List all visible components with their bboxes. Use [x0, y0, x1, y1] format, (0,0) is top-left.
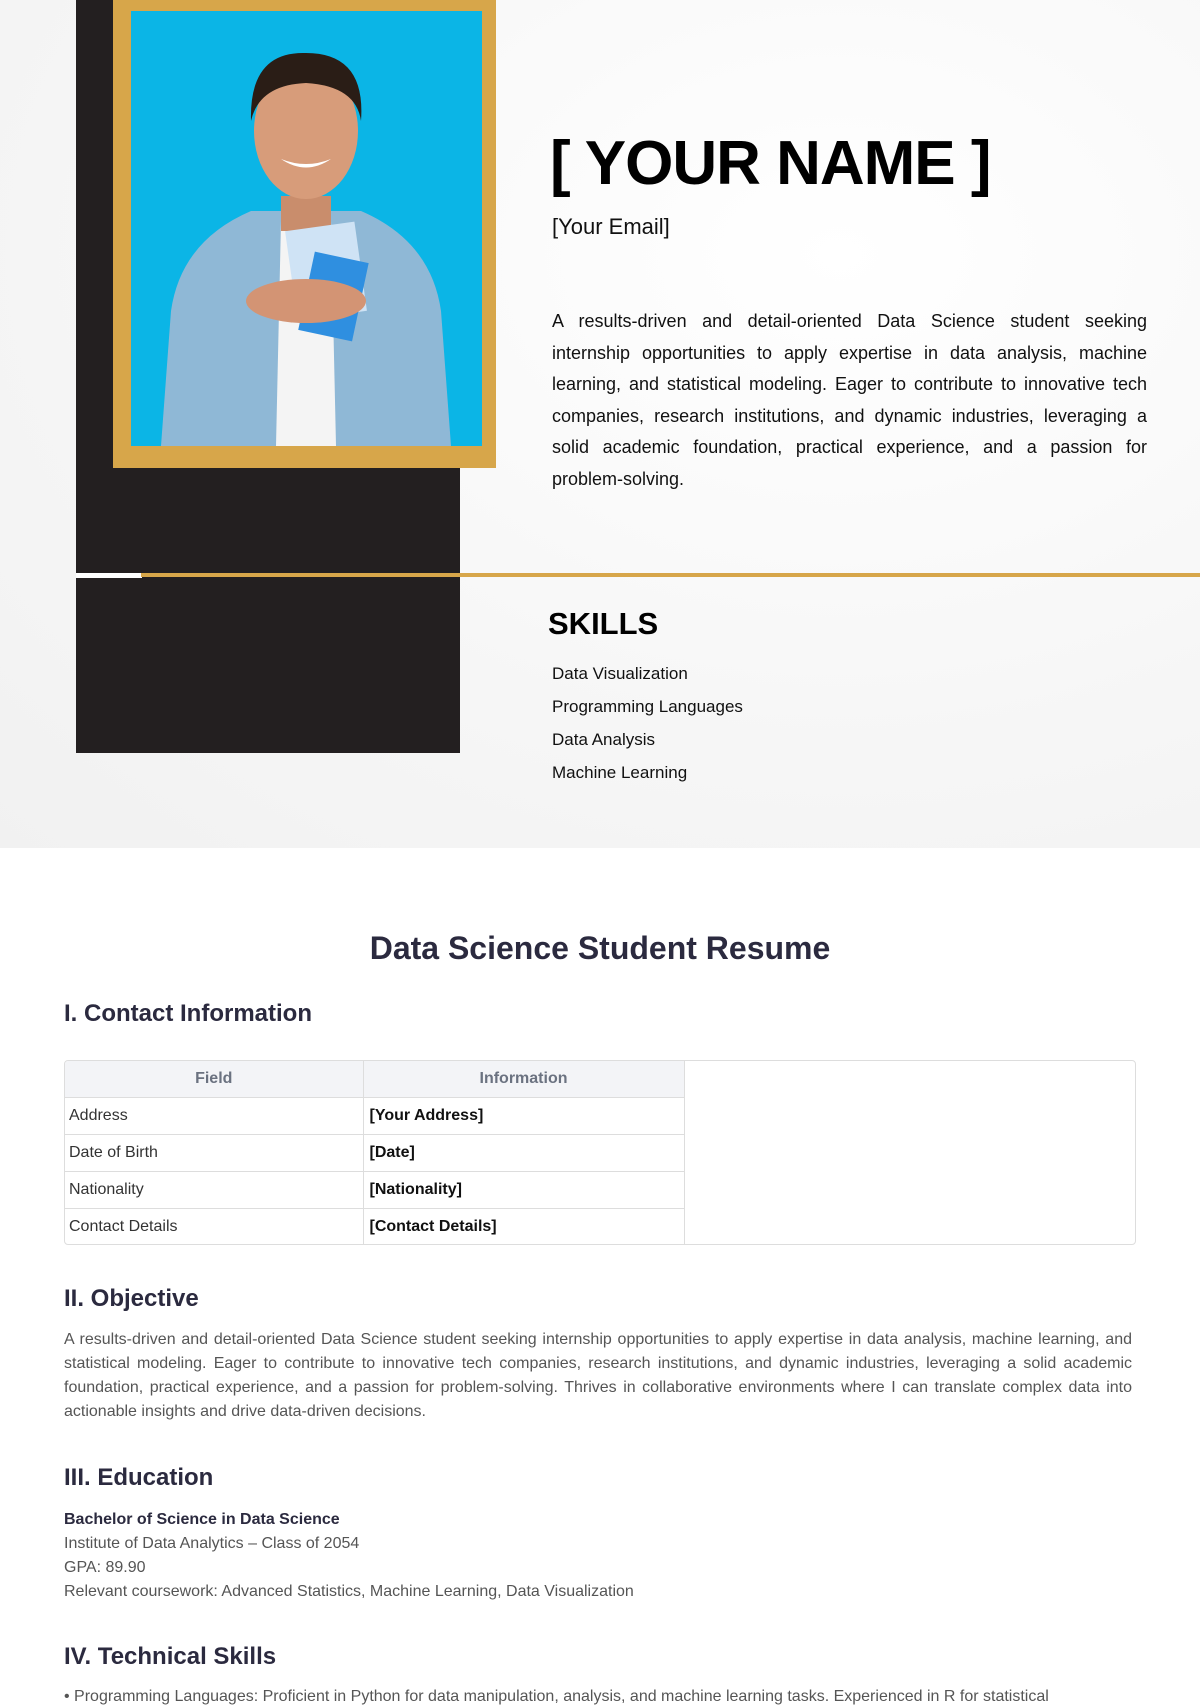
- table-row: [65, 1097, 684, 1134]
- skill-item: Data Visualization: [552, 664, 688, 683]
- skills-heading: SKILLS: [548, 606, 659, 641]
- field-cell: Address: [65, 1097, 363, 1134]
- objective-heading: II. Objective: [64, 1285, 199, 1312]
- contact-table: [64, 1060, 1136, 1245]
- column-header: Field: [65, 1061, 363, 1097]
- candidate-name: [ YOUR NAME ]: [550, 129, 991, 198]
- summary-text: A results-driven and detail-oriented Data Science student seeking internship opportunities to apply expertise in data analysis, machine learning, and statistical modeling. Eager to contribute to innovative tech companies, research institutions, and dynamic industries, leveraging a solid academic foundation, practical experience, and a passion for problem-solving.: [552, 311, 1147, 489]
- skills-list: [552, 664, 743, 796]
- profile-photo: [131, 11, 482, 446]
- column-header: Information: [363, 1061, 684, 1097]
- contact-heading: I. Contact Information: [64, 1000, 312, 1027]
- skill-item: Data Analysis: [552, 730, 655, 749]
- gold-divider: [141, 573, 1200, 577]
- value-cell: [Date]: [363, 1134, 684, 1171]
- gpa: GPA: 89.90: [64, 1559, 146, 1576]
- document-title: Data Science Student Resume: [369, 930, 831, 966]
- coursework: Relevant coursework: Advanced Statistics, Machine Learning, Data Visualization: [64, 1583, 634, 1600]
- value-cell: [Nationality]: [363, 1171, 684, 1208]
- technical-skills-heading: IV. Technical Skills: [64, 1643, 277, 1670]
- education-heading: III. Education: [64, 1464, 214, 1491]
- skill-item: Programming Languages: [552, 697, 743, 716]
- person-illustration: [131, 11, 482, 446]
- degree: Bachelor of Science in Data Science: [64, 1511, 340, 1528]
- objective-text: A results-driven and detail-oriented Data Science student seeking internship opportunities to apply expertise in data analysis, machine learning, and statistical modeling. Eager to contribute to innovative tech companies, research institutions, and dynamic industries, leveraging a solid academic foundation, practical experience, and a passion for problem-solving. Thrives in collaborative environments where I can translate complex data into actionable insights and drive data-driven decisions.: [64, 1331, 1132, 1420]
- education-entry: [64, 1508, 634, 1604]
- field-cell: Contact Details: [65, 1208, 363, 1245]
- table-row: [65, 1208, 684, 1245]
- value-cell: [Your Address]: [363, 1097, 684, 1134]
- table-row: [65, 1171, 684, 1208]
- skill-item: Machine Learning: [552, 763, 688, 782]
- table-row: [65, 1134, 684, 1171]
- field-cell: Nationality: [65, 1171, 363, 1208]
- value-cell: [Contact Details]: [363, 1208, 684, 1245]
- table-header-row: [65, 1061, 684, 1097]
- field-cell: Date of Birth: [65, 1134, 363, 1171]
- candidate-email: [Your Email]: [552, 214, 670, 239]
- institution: Institute of Data Analytics – Class of 2054: [64, 1535, 360, 1552]
- hero-section: [0, 0, 1200, 848]
- technical-skill-item: • Programming Languages: Proficient in Python for data manipulation, analysis, and machine learning tasks. Experienced in R for statistical: [64, 1688, 1049, 1705]
- divider-accent: [76, 573, 142, 578]
